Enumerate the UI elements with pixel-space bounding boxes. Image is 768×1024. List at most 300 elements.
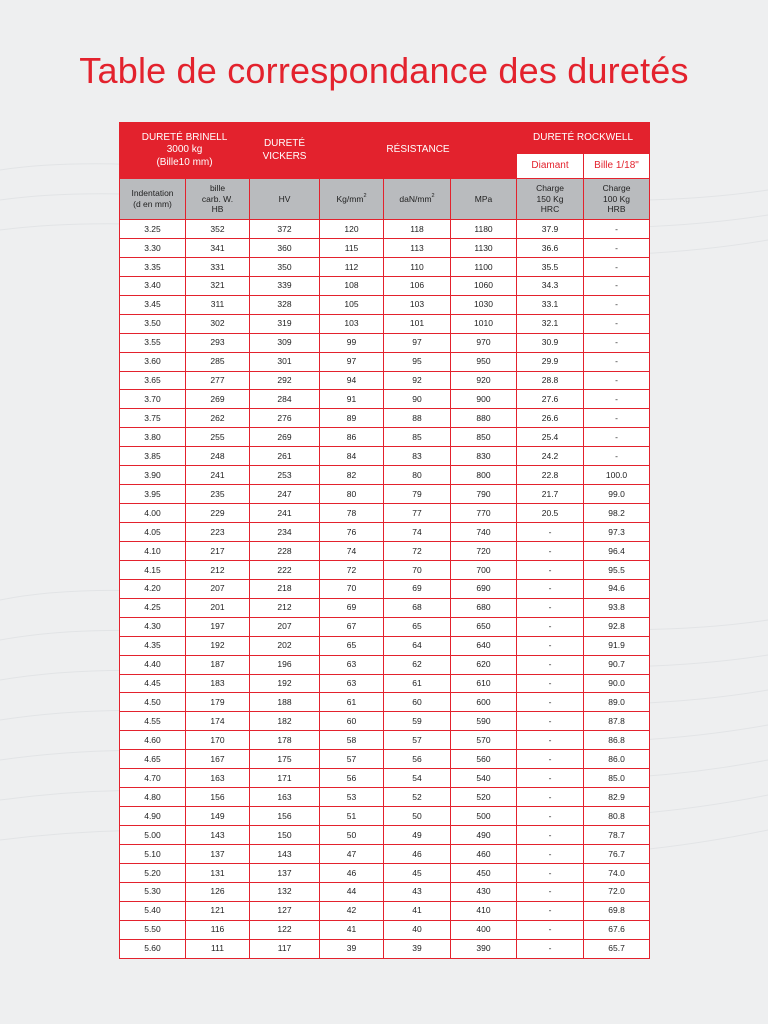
table-cell: 217 [186, 541, 250, 560]
table-cell: 61 [320, 693, 384, 712]
table-cell: 91.9 [584, 636, 650, 655]
table-cell: 32.1 [517, 314, 584, 333]
table-cell: 3.25 [120, 220, 186, 239]
table-cell: 950 [451, 352, 517, 371]
table-cell: 328 [250, 295, 320, 314]
table-cell: 350 [250, 257, 320, 276]
table-cell: 4.55 [120, 712, 186, 731]
table-cell: 65.7 [584, 939, 650, 958]
table-cell: 82.9 [584, 788, 650, 807]
table-cell: 76 [320, 523, 384, 542]
table-cell: 285 [186, 352, 250, 371]
table-cell: 50 [320, 826, 384, 845]
table-cell: - [517, 788, 584, 807]
table-cell: 284 [250, 390, 320, 409]
table-cell: 88 [384, 409, 451, 428]
table-row [120, 504, 650, 523]
table-cell: 490 [451, 826, 517, 845]
header-bille: Bille 1/18" [584, 154, 650, 179]
table-cell: 67 [320, 617, 384, 636]
table-cell: - [517, 579, 584, 598]
table-cell: 183 [186, 674, 250, 693]
table-cell: 1100 [451, 257, 517, 276]
table-cell: 92 [384, 371, 451, 390]
table-cell: 500 [451, 807, 517, 826]
table-cell: 80 [384, 466, 451, 485]
table-cell: 50 [384, 807, 451, 826]
table-cell: 352 [186, 220, 250, 239]
table-cell: 800 [451, 466, 517, 485]
table-cell: 70 [384, 560, 451, 579]
table-cell: 520 [451, 788, 517, 807]
table-cell: 4.45 [120, 674, 186, 693]
table-cell: 4.65 [120, 750, 186, 769]
table-cell: 35.5 [517, 257, 584, 276]
table-cell: 3.45 [120, 295, 186, 314]
table-cell: - [517, 769, 584, 788]
table-cell: 60 [384, 693, 451, 712]
header-rockwell: DURETÉ ROCKWELL [517, 123, 650, 154]
table-cell: 4.25 [120, 598, 186, 617]
table-cell: - [517, 901, 584, 920]
table-row [120, 314, 650, 333]
table-cell: 4.35 [120, 636, 186, 655]
table-cell: 56 [320, 769, 384, 788]
table-row [120, 712, 650, 731]
table-row [120, 939, 650, 958]
table-row [120, 390, 650, 409]
table-cell: 341 [186, 238, 250, 257]
table-cell: 262 [186, 409, 250, 428]
table-row [120, 655, 650, 674]
table-cell: 163 [250, 788, 320, 807]
table-cell: 27.6 [517, 390, 584, 409]
table-cell: 192 [250, 674, 320, 693]
table-cell: 127 [250, 901, 320, 920]
table-cell: 222 [250, 560, 320, 579]
table-cell: - [584, 220, 650, 239]
table-cell: 255 [186, 428, 250, 447]
table-row [120, 731, 650, 750]
table-body [120, 220, 650, 959]
table-cell: 410 [451, 901, 517, 920]
table-cell: 540 [451, 769, 517, 788]
table-cell: 61 [384, 674, 451, 693]
table-cell: - [584, 447, 650, 466]
page-title: Table de correspondance des duretés [79, 50, 689, 91]
table-cell: 212 [250, 598, 320, 617]
table-cell: 79 [384, 485, 451, 504]
table-cell: 4.90 [120, 807, 186, 826]
table-cell: - [517, 523, 584, 542]
table-cell: 106 [384, 276, 451, 295]
table-cell: 92.8 [584, 617, 650, 636]
table-cell: - [584, 333, 650, 352]
hardness-table-container [119, 122, 649, 959]
table-cell: 790 [451, 485, 517, 504]
table-cell: 132 [250, 882, 320, 901]
table-cell: 680 [451, 598, 517, 617]
table-cell: 74 [384, 523, 451, 542]
table-cell: 276 [250, 409, 320, 428]
table-row [120, 466, 650, 485]
table-row [120, 371, 650, 390]
table-cell: 4.50 [120, 693, 186, 712]
table-cell: 37.9 [517, 220, 584, 239]
table-cell: 113 [384, 238, 451, 257]
table-cell: 690 [451, 579, 517, 598]
table-cell: 67.6 [584, 920, 650, 939]
table-cell: 3.80 [120, 428, 186, 447]
table-row [120, 428, 650, 447]
table-cell: 74 [320, 541, 384, 560]
table-cell: 970 [451, 333, 517, 352]
table-cell: 65 [320, 636, 384, 655]
table-cell: 301 [250, 352, 320, 371]
table-cell: 57 [384, 731, 451, 750]
table-cell: - [584, 371, 650, 390]
table-cell: 5.20 [120, 863, 186, 882]
table-cell: 3.65 [120, 371, 186, 390]
table-cell: 182 [250, 712, 320, 731]
table-cell: 100.0 [584, 466, 650, 485]
table-cell: 86.0 [584, 750, 650, 769]
table-cell: 91 [320, 390, 384, 409]
table-cell: 830 [451, 447, 517, 466]
table-cell: 94.6 [584, 579, 650, 598]
table-cell: 640 [451, 636, 517, 655]
table-cell: 5.10 [120, 844, 186, 863]
table-cell: 111 [186, 939, 250, 958]
table-cell: 120 [320, 220, 384, 239]
table-cell: 302 [186, 314, 250, 333]
table-cell: 3.35 [120, 257, 186, 276]
table-cell: 197 [186, 617, 250, 636]
table-cell: 80.8 [584, 807, 650, 826]
col-kgmm: $Kg/mm^2$ [320, 179, 384, 220]
table-cell: - [584, 257, 650, 276]
table-cell: 560 [451, 750, 517, 769]
table-cell: 247 [250, 485, 320, 504]
table-cell: 22.8 [517, 466, 584, 485]
table-cell: 4.00 [120, 504, 186, 523]
table-cell: 90 [384, 390, 451, 409]
table-row [120, 238, 650, 257]
table-cell: 202 [250, 636, 320, 655]
table-cell: 253 [250, 466, 320, 485]
table-row [120, 807, 650, 826]
table-cell: 920 [451, 371, 517, 390]
table-row [120, 447, 650, 466]
table-cell: 4.40 [120, 655, 186, 674]
table-cell: 3.75 [120, 409, 186, 428]
table-cell: 269 [250, 428, 320, 447]
table-cell: 62 [384, 655, 451, 674]
table-cell: - [584, 295, 650, 314]
table-cell: 74.0 [584, 863, 650, 882]
table-cell: 900 [451, 390, 517, 409]
table-cell: 46 [320, 863, 384, 882]
table-cell: 78 [320, 504, 384, 523]
table-cell: 82 [320, 466, 384, 485]
table-cell: 4.15 [120, 560, 186, 579]
table-row [120, 276, 650, 295]
table-cell: 89.0 [584, 693, 650, 712]
table-cell: 235 [186, 485, 250, 504]
table-cell: - [584, 314, 650, 333]
table-cell: 40 [384, 920, 451, 939]
table-cell: - [517, 655, 584, 674]
table-cell: 740 [451, 523, 517, 542]
table-cell: 229 [186, 504, 250, 523]
table-cell: 90.0 [584, 674, 650, 693]
table-cell: 57 [320, 750, 384, 769]
table-row [120, 636, 650, 655]
table-cell: 76.7 [584, 844, 650, 863]
table-cell: 5.00 [120, 826, 186, 845]
table-cell: 69 [320, 598, 384, 617]
table-cell: 131 [186, 863, 250, 882]
table-cell: 65 [384, 617, 451, 636]
table-cell: - [517, 560, 584, 579]
table-cell: 4.70 [120, 769, 186, 788]
table-cell: 321 [186, 276, 250, 295]
header-vickers: DURETÉ VICKERS [250, 123, 320, 179]
table-cell: 620 [451, 655, 517, 674]
table-cell: 41 [384, 901, 451, 920]
table-cell: 105 [320, 295, 384, 314]
table-cell: 4.10 [120, 541, 186, 560]
table-cell: 430 [451, 882, 517, 901]
table-cell: 110 [384, 257, 451, 276]
table-cell: - [517, 750, 584, 769]
table-cell: 4.60 [120, 731, 186, 750]
table-cell: 72 [384, 541, 451, 560]
table-cell: - [517, 674, 584, 693]
table-cell: 85 [384, 428, 451, 447]
table-cell: - [517, 807, 584, 826]
table-cell: 24.2 [517, 447, 584, 466]
table-cell: - [517, 636, 584, 655]
table-cell: 108 [320, 276, 384, 295]
table-cell: 59 [384, 712, 451, 731]
table-cell: 87.8 [584, 712, 650, 731]
table-cell: 277 [186, 371, 250, 390]
table-cell: 96.4 [584, 541, 650, 560]
table-cell: 167 [186, 750, 250, 769]
table-cell: 137 [186, 844, 250, 863]
table-row [120, 844, 650, 863]
table-cell: 72 [320, 560, 384, 579]
table-cell: - [517, 712, 584, 731]
table-cell: 122 [250, 920, 320, 939]
table-cell: 188 [250, 693, 320, 712]
table-cell: 156 [186, 788, 250, 807]
table-cell: 39 [384, 939, 451, 958]
table-cell: 93.8 [584, 598, 650, 617]
table-cell: 51 [320, 807, 384, 826]
table-cell: 99 [320, 333, 384, 352]
table-cell: 98.2 [584, 504, 650, 523]
table-cell: 179 [186, 693, 250, 712]
table-cell: - [517, 920, 584, 939]
table-cell: 45 [384, 863, 451, 882]
table-cell: 293 [186, 333, 250, 352]
table-cell: 207 [186, 579, 250, 598]
table-cell: 880 [451, 409, 517, 428]
table-cell: 360 [250, 238, 320, 257]
table-cell: - [584, 409, 650, 428]
table-cell: 223 [186, 523, 250, 542]
table-cell: 241 [186, 466, 250, 485]
table-cell: 187 [186, 655, 250, 674]
table-row [120, 579, 650, 598]
table-cell: 36.6 [517, 238, 584, 257]
table-cell: 30.9 [517, 333, 584, 352]
table-cell: 20.5 [517, 504, 584, 523]
table-cell: 331 [186, 257, 250, 276]
header-brinell: DURETÉ BRINELL 3000 kg (Bille10 mm) [120, 123, 250, 179]
table-cell: 101 [384, 314, 451, 333]
table-row [120, 901, 650, 920]
table-cell: 118 [384, 220, 451, 239]
table-row [120, 674, 650, 693]
table-cell: 5.40 [120, 901, 186, 920]
table-row [120, 523, 650, 542]
table-cell: 450 [451, 863, 517, 882]
table-cell: 178 [250, 731, 320, 750]
table-cell: - [517, 541, 584, 560]
table-cell: 89 [320, 409, 384, 428]
table-cell: 117 [250, 939, 320, 958]
table-cell: - [584, 352, 650, 371]
table-cell: 46 [384, 844, 451, 863]
table-cell: 33.1 [517, 295, 584, 314]
table-cell: 339 [250, 276, 320, 295]
table-cell: 44 [320, 882, 384, 901]
table-cell: 610 [451, 674, 517, 693]
table-row [120, 826, 650, 845]
table-row [120, 541, 650, 560]
table-cell: 64 [384, 636, 451, 655]
table-cell: 171 [250, 769, 320, 788]
table-cell: 3.40 [120, 276, 186, 295]
table-cell: 63 [320, 655, 384, 674]
table-cell: 4.80 [120, 788, 186, 807]
table-cell: 248 [186, 447, 250, 466]
table-cell: 25.4 [517, 428, 584, 447]
table-cell: - [517, 598, 584, 617]
table-cell: 3.85 [120, 447, 186, 466]
table-cell: 63 [320, 674, 384, 693]
table-cell: 170 [186, 731, 250, 750]
table-cell: 69.8 [584, 901, 650, 920]
table-cell: 121 [186, 901, 250, 920]
table-cell: 90.7 [584, 655, 650, 674]
table-cell: 21.7 [517, 485, 584, 504]
table-cell: 3.50 [120, 314, 186, 333]
table-cell: 3.60 [120, 352, 186, 371]
table-cell: 72.0 [584, 882, 650, 901]
col-indentation: Indentation (d en mm) [120, 179, 186, 220]
table-cell: 43 [384, 882, 451, 901]
col-hb: bille carb. W. HB [186, 179, 250, 220]
table-cell: 156 [250, 807, 320, 826]
table-cell: 49 [384, 826, 451, 845]
hardness-conversion-table [119, 122, 650, 959]
table-cell: - [517, 939, 584, 958]
table-row [120, 617, 650, 636]
table-cell: 311 [186, 295, 250, 314]
table-cell: 218 [250, 579, 320, 598]
table-cell: - [584, 238, 650, 257]
table-cell: 77 [384, 504, 451, 523]
table-cell: 1060 [451, 276, 517, 295]
table-cell: 28.8 [517, 371, 584, 390]
table-cell: 103 [320, 314, 384, 333]
table-cell: 1130 [451, 238, 517, 257]
header-diamant: Diamant [517, 154, 584, 179]
table-cell: 192 [186, 636, 250, 655]
table-cell: - [517, 863, 584, 882]
table-cell: 1030 [451, 295, 517, 314]
table-cell: 94 [320, 371, 384, 390]
table-cell: - [517, 693, 584, 712]
table-cell: 1010 [451, 314, 517, 333]
table-cell: 97 [320, 352, 384, 371]
table-cell: - [517, 731, 584, 750]
table-cell: - [584, 390, 650, 409]
table-cell: 212 [186, 560, 250, 579]
table-cell: - [517, 617, 584, 636]
table-cell: 3.95 [120, 485, 186, 504]
table-cell: 42 [320, 901, 384, 920]
table-cell: 770 [451, 504, 517, 523]
table-cell: 5.50 [120, 920, 186, 939]
table-cell: 650 [451, 617, 517, 636]
table-cell: 56 [384, 750, 451, 769]
table-cell: 34.3 [517, 276, 584, 295]
table-cell: 60 [320, 712, 384, 731]
table-cell: 143 [250, 844, 320, 863]
table-cell: 4.30 [120, 617, 186, 636]
table-cell: 3.70 [120, 390, 186, 409]
table-cell: 112 [320, 257, 384, 276]
table-row [120, 257, 650, 276]
table-cell: 78.7 [584, 826, 650, 845]
table-cell: 850 [451, 428, 517, 447]
table-row [120, 863, 650, 882]
table-cell: 460 [451, 844, 517, 863]
table-cell: 115 [320, 238, 384, 257]
table-cell: 241 [250, 504, 320, 523]
col-hv: HV [250, 179, 320, 220]
table-row [120, 295, 650, 314]
table-cell: 3.90 [120, 466, 186, 485]
table-row [120, 598, 650, 617]
table-row [120, 693, 650, 712]
table-row [120, 882, 650, 901]
table-row [120, 220, 650, 239]
table-cell: 590 [451, 712, 517, 731]
table-cell: 95.5 [584, 560, 650, 579]
table-cell: 53 [320, 788, 384, 807]
table-cell: 390 [451, 939, 517, 958]
table-cell: 175 [250, 750, 320, 769]
table-cell: 269 [186, 390, 250, 409]
table-cell: 228 [250, 541, 320, 560]
table-cell: 309 [250, 333, 320, 352]
